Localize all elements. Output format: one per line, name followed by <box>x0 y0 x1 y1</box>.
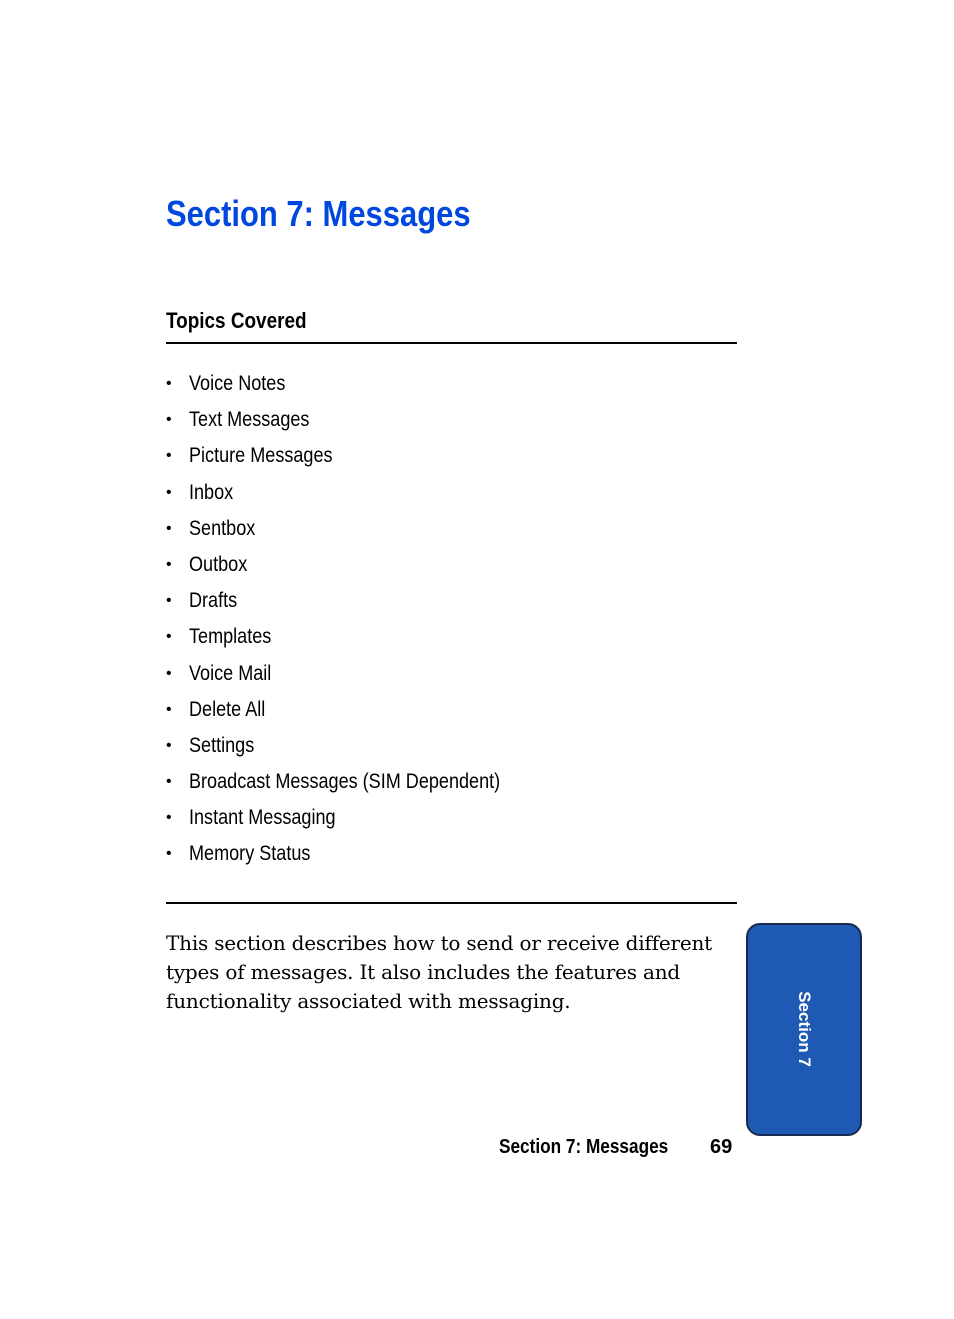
section-side-tab <box>746 923 862 1136</box>
topics-heading: Topics Covered <box>166 308 307 333</box>
topic-instant-messaging: Instant Messaging <box>189 806 336 830</box>
topic-templates: Templates <box>189 625 272 649</box>
page-title: Section 7: Messages <box>166 193 471 234</box>
topics-top-divider <box>166 342 737 344</box>
topic-sentbox: Sentbox <box>189 516 256 540</box>
bullet: • <box>166 411 172 429</box>
topic-voice-mail: Voice Mail <box>189 661 272 685</box>
footer-section-title: Section 7: Messages <box>499 1136 669 1158</box>
bullet: • <box>166 483 172 501</box>
bullet: • <box>166 592 172 610</box>
bullet: • <box>166 736 172 754</box>
topic-settings: Settings <box>189 733 255 757</box>
intro-paragraph: This section describes how to send or receive different types of messages. It also includes the features and functionality associated with messaging. <box>166 931 712 1013</box>
topic-inbox: Inbox <box>189 480 234 504</box>
bullet: • <box>166 845 172 863</box>
topic-voice-notes: Voice Notes <box>189 372 286 395</box>
topics-bottom-divider <box>166 902 737 904</box>
bullet: • <box>166 628 172 646</box>
bullet: • <box>166 809 172 827</box>
bullet: • <box>166 447 172 465</box>
bullet: • <box>166 773 172 791</box>
bullet: • <box>166 555 172 573</box>
page-number: 69 <box>710 1136 733 1158</box>
topic-text-messages: Text Messages <box>189 408 310 432</box>
bullet: • <box>166 375 172 392</box>
topic-outbox: Outbox <box>189 552 248 576</box>
topic-drafts: Drafts <box>189 589 238 613</box>
topic-memory-status: Memory Status <box>189 842 311 866</box>
topic-picture-messages: Picture Messages <box>189 444 333 468</box>
bullet: • <box>166 664 172 682</box>
bullet: • <box>166 700 172 718</box>
topic-delete-all: Delete All <box>189 697 266 721</box>
bullet: • <box>166 519 172 537</box>
section-tab-label: Section 7 <box>795 991 814 1067</box>
topic-broadcast-messages: Broadcast Messages (SIM Dependent) <box>189 770 501 794</box>
